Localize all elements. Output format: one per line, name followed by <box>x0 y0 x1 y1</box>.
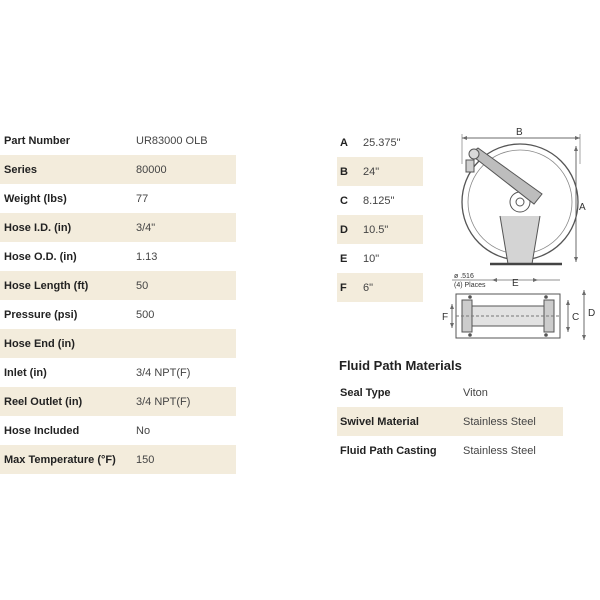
spec-row-hose-length <box>0 271 236 300</box>
dimension-f-arrow-top <box>450 304 454 309</box>
dimension-c-arrow-bottom <box>566 327 570 332</box>
dimension-b-arrow-left <box>462 136 467 140</box>
fluid-label: Swivel Material <box>340 415 419 428</box>
dimension-letter: C <box>340 194 348 207</box>
mount-hole <box>468 295 472 299</box>
dimension-e-label: E <box>512 278 519 289</box>
spec-row-hose-included <box>0 416 236 445</box>
dimension-b-arrow-right <box>575 136 580 140</box>
dimension-f-label: F <box>442 312 449 323</box>
spec-value: 3/4 NPT(F) <box>136 366 191 379</box>
spec-value: No <box>136 424 151 437</box>
spec-value: 3/4 NPT(F) <box>136 395 191 408</box>
dimension-row-d <box>337 215 423 244</box>
dimension-c-arrow-top <box>566 300 570 305</box>
hole-size-label: ø .516 <box>454 273 474 280</box>
spec-label: Weight (lbs) <box>4 192 67 205</box>
fluid-row-swivel-material <box>337 407 563 436</box>
mount-hole <box>468 333 472 337</box>
spec-row-hose-id <box>0 213 236 242</box>
fluid-value: Stainless Steel <box>463 444 536 457</box>
dimension-value: 24" <box>363 165 380 178</box>
dimension-a-arrow-top <box>574 146 578 151</box>
spec-label: Max Temperature (°F) <box>4 453 116 466</box>
dimension-letter: D <box>340 223 348 236</box>
dimension-a-arrow-bottom <box>574 257 578 262</box>
dimension-value: 6" <box>363 281 374 294</box>
dimension-row-b <box>337 157 423 186</box>
dimension-value: 10.5" <box>363 223 389 236</box>
spec-row-inlet <box>0 358 236 387</box>
spec-label: Hose O.D. (in) <box>4 250 77 263</box>
spec-table <box>0 126 236 474</box>
spec-value: 3/4" <box>136 221 156 234</box>
spec-row-weight <box>0 184 236 213</box>
fluid-value: Viton <box>463 386 488 399</box>
fluid-label: Fluid Path Casting <box>340 444 437 457</box>
spec-label: Series <box>4 163 38 176</box>
fluid-row-fluid-path-casting <box>337 436 563 465</box>
spec-label: Hose I.D. (in) <box>4 221 72 234</box>
dimension-letter: E <box>340 252 348 265</box>
dimension-letter: F <box>340 281 347 294</box>
guide-arm-bracket <box>466 160 474 172</box>
fluid-row-seal-type <box>337 378 563 407</box>
spec-value: 80000 <box>136 163 167 176</box>
dimension-e-arrow-right <box>533 278 538 282</box>
dimension-value: 25.375" <box>363 136 401 149</box>
spec-value: 50 <box>136 279 149 292</box>
spec-row-max-temperature <box>0 445 236 474</box>
hose-reel-dimension-diagram <box>430 124 600 344</box>
dimension-d-label: D <box>588 308 596 319</box>
spec-label: Inlet (in) <box>4 366 47 379</box>
spec-label: Part Number <box>4 134 71 147</box>
guide-arm-roller <box>469 149 479 159</box>
spec-value: UR83000 OLB <box>136 134 208 147</box>
spec-row-hose-end <box>0 329 236 358</box>
fluid-label: Seal Type <box>340 386 391 399</box>
hole-count-label: (4) Places <box>454 282 486 289</box>
dimension-a-label: A <box>579 202 586 213</box>
spec-label: Hose Included <box>4 424 80 437</box>
fluid-value: Stainless Steel <box>463 415 536 428</box>
dimension-f-arrow-bottom <box>450 323 454 328</box>
dimension-row-c <box>337 186 423 215</box>
dimension-b-label: B <box>516 127 523 138</box>
spec-row-pressure <box>0 300 236 329</box>
spec-row-series <box>0 155 236 184</box>
spec-row-hose-od <box>0 242 236 271</box>
dimension-letter: B <box>340 165 348 178</box>
spec-value: 1.13 <box>136 250 158 263</box>
dimension-letter: A <box>340 136 348 149</box>
spec-row-part-number <box>0 126 236 155</box>
spec-row-reel-outlet <box>0 387 236 416</box>
dimension-value: 10" <box>363 252 380 265</box>
fluid-path-table <box>337 378 563 465</box>
spec-label: Pressure (psi) <box>4 308 78 321</box>
fluid-path-title: Fluid Path Materials <box>339 358 462 373</box>
spec-value: 500 <box>136 308 155 321</box>
mount-hole <box>544 295 548 299</box>
dimension-d-arrow-bottom <box>582 335 586 340</box>
dimension-row-a <box>337 128 423 157</box>
spec-label: Hose Length (ft) <box>4 279 89 292</box>
dimension-row-f <box>337 273 423 302</box>
dimension-c-label: C <box>572 312 580 323</box>
dimension-value: 8.125" <box>363 194 395 207</box>
spec-value: 77 <box>136 192 149 205</box>
guide-arm <box>470 148 542 204</box>
reel-stand <box>500 216 540 264</box>
reel-axle <box>516 198 524 206</box>
spec-value: 150 <box>136 453 155 466</box>
dimension-table <box>337 128 423 302</box>
dimension-d-arrow-top <box>582 290 586 295</box>
mount-hole <box>544 333 548 337</box>
dimension-e-arrow-left <box>492 278 497 282</box>
dimension-row-e <box>337 244 423 273</box>
spec-label: Reel Outlet (in) <box>4 395 83 408</box>
spec-label: Hose End (in) <box>4 337 75 350</box>
